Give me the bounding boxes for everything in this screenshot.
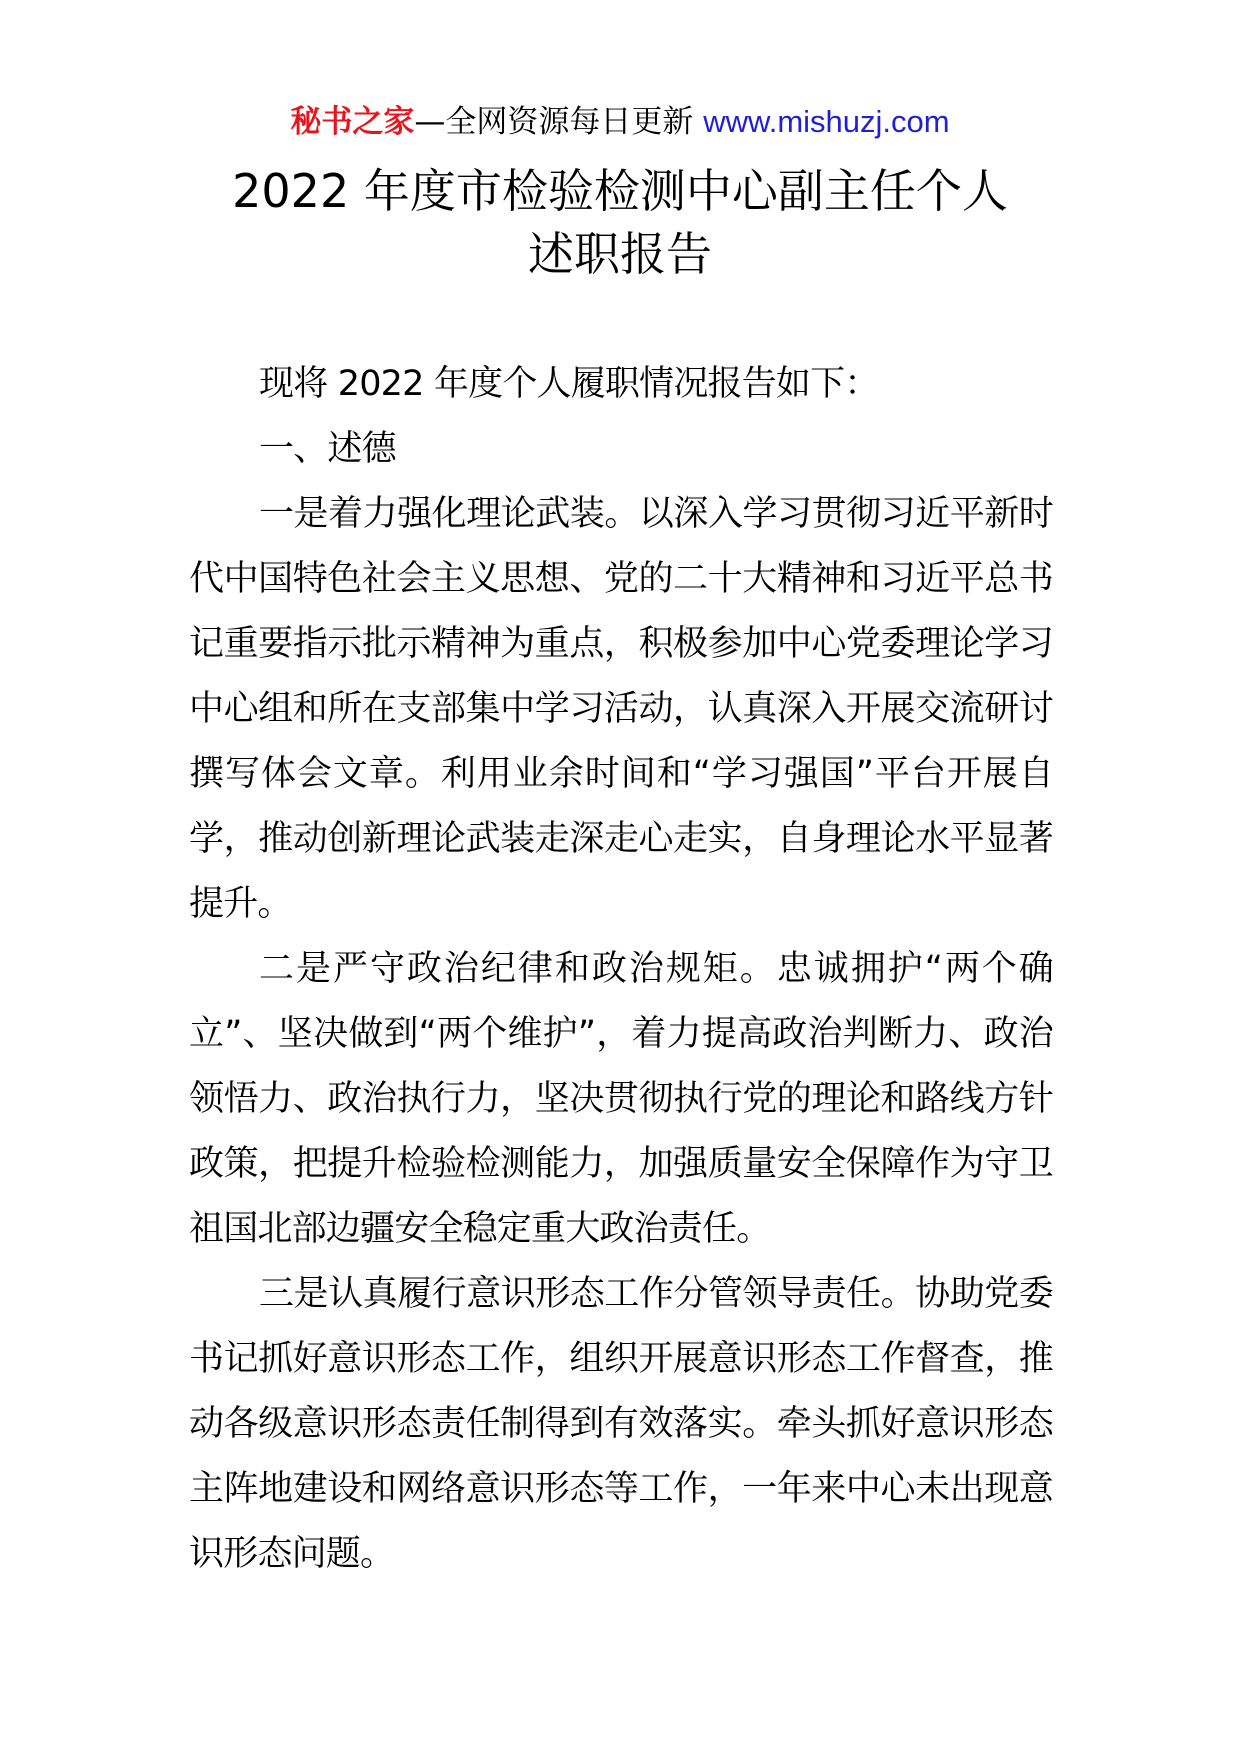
title-line-2: 述职报告 — [528, 227, 712, 281]
document-body — [189, 352, 1053, 1587]
intro-paragraph: 现将 2022 年度个人履职情况报告如下： — [259, 364, 879, 404]
header-tagline: —全网资源每日更新 — [414, 104, 704, 140]
title-line-1: 2022 年度市检验检测中心副主任个人 — [232, 164, 1008, 218]
watermark-header — [0, 100, 1240, 144]
section-heading: 一、述德 — [259, 429, 396, 469]
paragraph-2: 二是严守政治纪律和政治规矩。忠诚拥护“两个确立”、坚决做到“两个维护”，着力提高政治判断力、政治领悟力、政治执行力，坚决贯彻执行党的理论和路线方针政策，把提升检验检测能力，加强质量安全保障作为守卫祖国北部边疆安全稳定重大政治责任。 — [189, 949, 1053, 1249]
paragraph-1: 一是着力强化理论武装。以深入学习贯彻习近平新时代中国特色社会主义思想、党的二十大精神和习近平总书记重要指示批示精神为重点，积极参加中心党委理论学习中心组和所在支部集中学习活动，认真深入开展交流研讨撰写体会文章。利用业余时间和“学习强国”平台开展自学，推动创新理论武装走深走心走实，自身理论水平显著提升。 — [189, 494, 1053, 924]
header-url[interactable]: www.mishuzj.com — [703, 104, 950, 139]
brand-name: 秘书之家 — [290, 104, 415, 140]
paragraph-3: 三是认真履行意识形态工作分管领导责任。协助党委书记抓好意识形态工作，组织开展意识形态工作督查，推动各级意识形态责任制得到有效落实。牵头抓好意识形态主阵地建设和网络意识形态等工作，一年来中心未出现意识形态问题。 — [189, 1274, 1053, 1574]
document-title — [0, 160, 1240, 286]
